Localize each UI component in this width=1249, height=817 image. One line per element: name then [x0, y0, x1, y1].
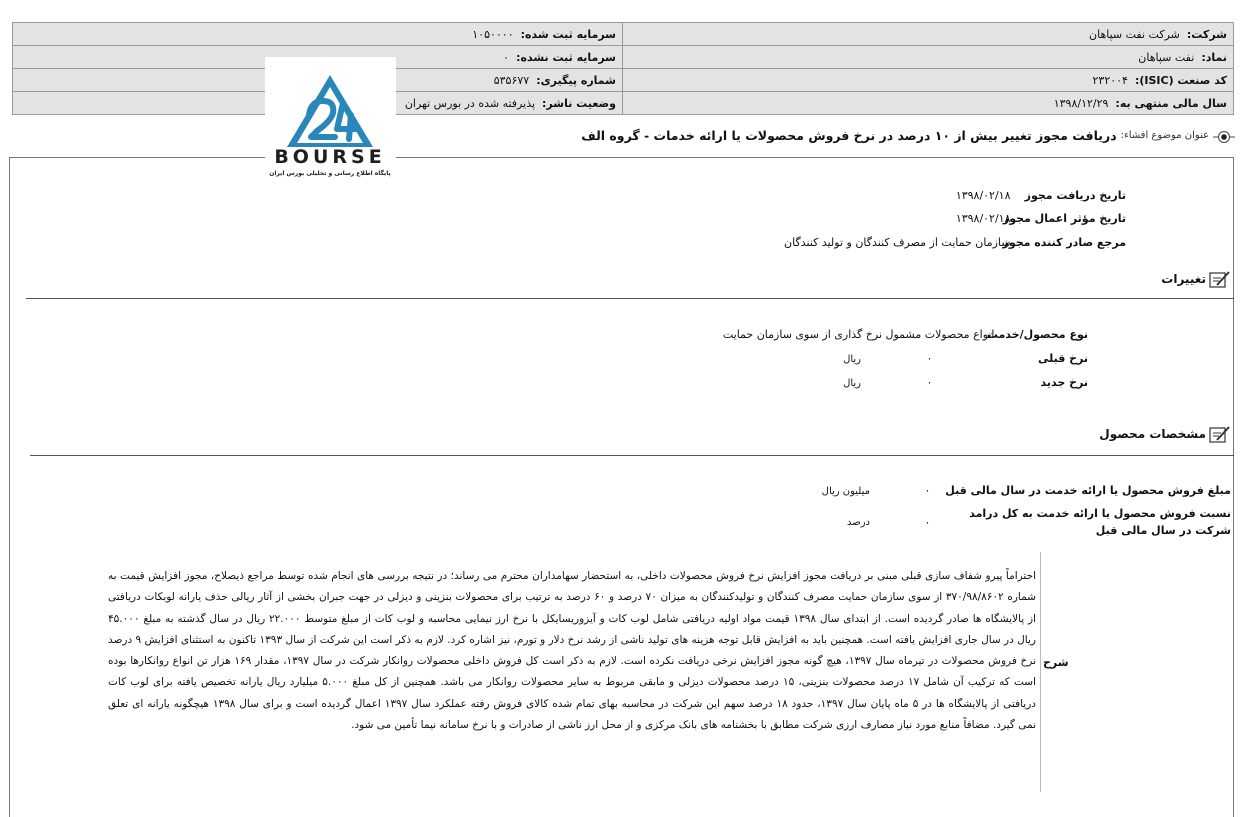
- issuer-row: [784, 236, 1126, 249]
- isic-value: ۲۳۲۰۰۴: [1092, 73, 1128, 87]
- edit-note-icon: [1209, 270, 1231, 288]
- product-title: مشخصات محصول: [1099, 427, 1206, 441]
- company-cell: [623, 23, 1234, 46]
- sales-row: [822, 484, 1231, 497]
- prev-rate-unit: ریال: [843, 354, 861, 365]
- info-row: [13, 46, 1234, 69]
- ratio-row: [847, 505, 1231, 539]
- ratio-unit: درصد: [846, 516, 870, 528]
- changes-title: تغییرات: [1161, 272, 1206, 286]
- info-row: [13, 69, 1234, 92]
- isic-label: کد صنعت (ISIC):: [1134, 73, 1227, 87]
- subject-label: عنوان موضوع افشاء:: [1120, 130, 1209, 141]
- prev-rate-label: نرخ قبلی: [1037, 352, 1088, 365]
- bourse-logo-mark: [265, 57, 396, 179]
- issuer-value: سازمان حمایت از مصرف کنندگان و تولید کنندگان: [784, 236, 1011, 249]
- prev-rate-row: [843, 352, 1088, 365]
- changes-section-title: [1161, 270, 1231, 288]
- info-row: [13, 23, 1234, 46]
- company-info-table: [12, 22, 1234, 115]
- fiscal-label: سال مالی منتهی به:: [1115, 96, 1227, 110]
- effective-date-label: تاریخ مؤثر اعمال مجوز: [1002, 212, 1126, 225]
- subject-value: دریافت مجوز تغییر بیش از ۱۰ درصد در نرخ فروش محصولات یا ارائه خدمات - گروه الف: [581, 128, 1117, 143]
- product-type-value: انواع محصولات مشمول نرخ گذاری از سوی سازمان حمایت: [722, 328, 995, 341]
- ratio-label-line-1: نسبت فروش محصول یا ارائه خدمت به کل درامد: [969, 507, 1231, 520]
- receive-date-value: ۱۳۹۸/۰۲/۱۸: [955, 189, 1011, 202]
- symbol-value: نفت سپاهان: [1138, 50, 1195, 64]
- logo-tagline: پایگاه اطلاع رسانی و تحلیلی بورس ایران: [269, 170, 391, 177]
- ratio-value: ۰: [924, 515, 931, 529]
- changes-divider: [26, 298, 1234, 299]
- status-label: وضعیت ناشر:: [542, 96, 616, 110]
- new-rate-label: نرخ جدید: [1040, 376, 1088, 389]
- effective-date-row: [956, 212, 1126, 225]
- sales-unit: میلیون ریال: [821, 486, 870, 497]
- isic-cell: [623, 69, 1234, 92]
- bourse-logo: [265, 57, 396, 179]
- logo-name: BOURSE: [274, 146, 386, 168]
- new-rate-row: [843, 376, 1088, 389]
- edit-note-icon: [1209, 425, 1231, 443]
- disclosure-subject: [581, 128, 1235, 143]
- product-type-row: [723, 328, 1088, 341]
- status-value: پذیرفته شده در بورس تهران: [404, 96, 536, 110]
- description-label: شرح: [1043, 656, 1069, 669]
- symbol-cell: [623, 46, 1234, 69]
- tracking-label: شماره پیگیری:: [536, 73, 616, 87]
- receive-date-label: تاریخ دریافت مجوز: [1024, 189, 1126, 202]
- unreg-capital-label: سرمایه ثبت نشده:: [516, 50, 616, 64]
- effective-date-value: ۱۳۹۸/۰۲/۱۸: [955, 212, 1011, 225]
- receive-date-row: [956, 189, 1126, 202]
- reg-capital-cell: [13, 23, 623, 46]
- tracking-value: ۵۳۵۶۷۷: [493, 73, 530, 87]
- ratio-label: [961, 505, 1231, 539]
- ratio-label-line-2: شرکت در سال مالی قبل: [1095, 524, 1231, 537]
- unreg-capital-value: ۰: [503, 50, 510, 64]
- product-section-title: [1099, 425, 1231, 443]
- symbol-label: نماد:: [1201, 50, 1227, 64]
- description-divider: [1040, 552, 1041, 792]
- description-text: احتراماً پیرو شفاف سازی قبلی مبنی بر دریافت مجوز افزایش نرخ فروش محصولات داخلی، به استحضار سهامداران محترم می رساند؛ در نتیجه بررسی های انجام شده توسط مراجع ذیصلاح، مجوز افزایش قیمت به شماره ۳۷۰/۹۸/۸۶۰۲ از سوی سازمان حمایت مصرف کنندگان و تولیدکنندگان به میزان ۷۰ درصد و ۶۰ درصد به ترتیب برای محصولات بنزینی و دیزلی در جهت جبران بخشی از آثار ریالی حذف یارانه لوبکات دریافتی از پالایشگاه ها صادر گردیده است. از ابتدای سال ۱۳۹۸ قیمت مواد اولیه دریافتی شامل لوب کات و آیزوریسایکل با نرخ ارز نیمایی محاسبه و لوب کات از مبلغ متوسط ۲۲.۰۰۰ ریال در سال گذشته به مبلغ ۴۵.۰۰۰ ریال در سال جاری افزایش یافته است. همچنین باید به افزایش قابل توجه هزینه های تولید ناشی از رشد نرخ دلار و تورم، نیز اشاره کرد. لازم به ذکر است این شرکت از سال ۱۳۹۳ تاکنون به استثنای افزایش ۹ درصد نرخ فروش محصولات در تیرماه سال ۱۳۹۷، هیچ گونه مجوز افزایش نرخی دریافت نکرده است. لازم به ذکر است کل فروش داخلی محصولات روانکار شرکت در سال ۱۳۹۷، مقدار ۱۶۹ هزار تن انواع روانکارها بوده است که ترکیب آن شامل ۱۷ درصد محصولات بنزینی، ۱۵ درصد محصولات دیزلی و مابقی مربوط به سایر محصولات روانکار می باشد. همچنین از کل مبلغ ۵.۰۰۰ میلیارد ریال یارانه تخصیص یافته برای لوب کات دریافتی از پالایشگاه ها در ۵ ماه پایان سال ۱۳۹۷، حدود ۱۸ درصد سهم این شرکت در محاسبه بهای تمام شده کالای فروش رفته عملکرد سال ۱۳۹۷ اعمال گردیده است و برای سال ۱۳۹۸ هیچگونه یارانه ای تعلق نمی گیرد. مضافاً منابع مورد نیاز مصارف ارزی شرکت مطابق با بخشنامه های بانک مرکزی و از محل ارز ناشی از صادرات و با نرخ سامانه نیما تأمین می شود.: [108, 570, 1037, 732]
- info-row: [13, 92, 1234, 115]
- fiscal-cell: [623, 92, 1234, 115]
- new-rate-value: ۰: [926, 376, 933, 389]
- company-value: شرکت نفت سپاهان: [1089, 27, 1180, 41]
- sales-value: ۰: [924, 484, 931, 497]
- company-label: شرکت:: [1186, 27, 1227, 41]
- issuer-label: مرجع صادر کننده مجوز: [1002, 236, 1126, 249]
- reg-capital-label: سرمایه ثبت شده:: [520, 27, 616, 41]
- sales-label: مبلغ فروش محصول یا ارائه خدمت در سال مالی قبل: [945, 484, 1231, 497]
- reg-capital-value: ۱۰۵۰۰۰۰: [472, 27, 514, 41]
- new-rate-unit: ریال: [843, 378, 861, 389]
- product-type-label: نوع محصول/خدمت: [986, 328, 1088, 341]
- prev-rate-value: ۰: [926, 352, 933, 365]
- fiscal-value: ۱۳۹۸/۱۲/۲۹: [1053, 96, 1109, 110]
- subject-radio-icon: [1213, 129, 1235, 143]
- product-divider: [30, 455, 1234, 456]
